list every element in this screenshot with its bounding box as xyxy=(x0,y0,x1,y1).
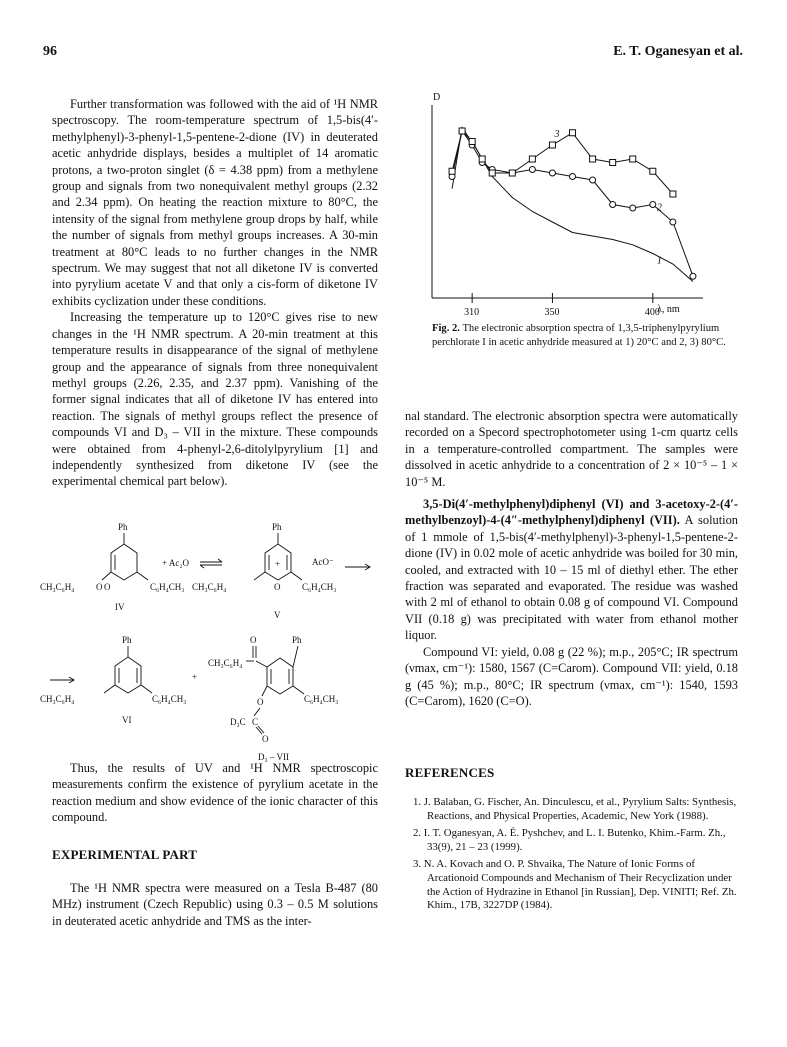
right-column xyxy=(405,408,738,709)
page-number: 96 xyxy=(43,44,57,59)
paragraph-compound-data: Compound VI: yield, 0.08 g (22 %); m.p., 205°C; IR spectrum (νmax, cm⁻¹): 1580, 1567 (C=Carom). Compound VII: yield, 0.18 g (45 %); m.p., 80°C; IR spectrum (νmax, cm⁻¹): 1540, 1593 (C=Carom), 1620 (C=O). xyxy=(405,644,738,708)
curve-label-1: 1 xyxy=(656,255,662,267)
data-point-series-3 xyxy=(489,170,495,176)
data-point-series-3 xyxy=(479,156,485,162)
running-head: E. T. Oganesyan et al. xyxy=(613,44,743,59)
tolyl-r-label-iv: C₆H₄CH₃ xyxy=(150,582,185,592)
o-label-iv-2: O xyxy=(104,582,111,592)
ph-label-vii: Ph xyxy=(292,635,302,645)
compound-vii-structure xyxy=(208,635,338,762)
left-column-experimental xyxy=(52,880,378,929)
tolyl-r-label-vi: C₆H₄CH₃ xyxy=(152,694,187,704)
x-axis-unit: λ, nm xyxy=(657,304,680,315)
label-iv: IV xyxy=(115,602,125,612)
plus-sign: + xyxy=(192,672,198,682)
caption-label: Fig. 2. xyxy=(432,323,460,334)
data-point-series-2 xyxy=(630,205,636,211)
ac2o-label: + Ac₂O xyxy=(162,558,189,568)
label-v: V xyxy=(274,610,281,620)
left-column-top xyxy=(52,96,378,490)
label-vi: VI xyxy=(122,715,132,725)
data-point-series-3 xyxy=(650,168,656,174)
o-label-vii-keto: O xyxy=(250,635,257,645)
o-label-iv-1: O xyxy=(96,582,103,592)
tolyl-label-vii: CH₃C₆H₄ xyxy=(208,658,243,668)
series-group xyxy=(449,128,696,282)
section-title-experimental: EXPERIMENTAL PART xyxy=(52,847,198,862)
reference-item: 3. N. A. Kovach and O. P. Shvaika, The Nature of Ionic Forms of Arcationoid Compounds and Mechanism of Their Recyclization under the Action of Hydrazine in Ethanol [in Russian], Dep. VINITI; Ref. Zh. Khim., 17B, 3227DP (1984). xyxy=(413,858,737,912)
plus-charge-v: + xyxy=(275,559,281,569)
data-point-series-2 xyxy=(529,167,535,173)
data-point-series-2 xyxy=(650,202,656,208)
caption-text: The electronic absorption spectra of 1,3,5-triphenylpyrylium perchlorate I in acetic anhydride measured at 1) 20°C and 2, 3) 80°C. xyxy=(432,323,726,348)
x-ticks xyxy=(464,293,660,318)
data-point-series-3 xyxy=(570,130,576,136)
data-point-series-3 xyxy=(610,160,616,166)
tolyl-r-label-vii: C₆H₄CH₃ xyxy=(304,694,339,704)
data-point-series-2 xyxy=(549,170,555,176)
paragraph-nmr-120c: Increasing the temperature up to 120°C gives rise to new changes in the ¹H NMR spectrum. A 20-min treatment at this temperature results in disappearance of the signal of methylene group and the appearance of signals from three nonequivalent methyl groups (2.26, 2.35, and 2.37 ppm). Vanishing of the former signal indicates that all of diketone IV has entered into reaction. The signals of methyl groups reflect the presence of compounds VI and D₃ – VII in the mixture. These compounds were obtained from 4-phenyl-2,6-ditolylpyrylium [1] and independently synthesized from diketone IV (see the experimental chemical part below). xyxy=(52,310,378,489)
data-point-series-2 xyxy=(590,177,596,183)
data-point-series-3 xyxy=(549,142,555,148)
paragraph-compound xyxy=(405,496,738,644)
compound-title: 3,5-Di(4′-methylphenyl)diphenyl (VI) and 3-acetoxy-2-(4′-methylbenzoyl)-4-(4″-methylphenyl)diphenyl (VII). xyxy=(405,497,738,528)
data-point-series-2 xyxy=(570,174,576,180)
ph-label-vi: Ph xyxy=(122,635,132,645)
data-point-series-3 xyxy=(670,191,676,197)
data-point-series-2 xyxy=(690,273,696,279)
reference-item: 2. I. T. Oganesyan, A. É. Pyshchev, and L. I. Butenko, Khim.-Farm. Zh., 33(9), 21 – 23 (1999). xyxy=(413,827,726,853)
y-axis-label: D xyxy=(433,92,441,103)
figure-caption xyxy=(432,322,744,349)
data-point-series-2 xyxy=(610,202,616,208)
data-point-series-3 xyxy=(509,170,515,176)
data-point-series-3 xyxy=(459,128,465,134)
data-point-series-3 xyxy=(529,156,535,162)
paragraph-nmr-room-temp: Further transformation was followed with the aid of ¹H NMR spectroscopy. The room-temperature spectrum of 1,5-bis(4′-methylphenyl)-3-phenyl-1,5-pentene-2-dione (IV) in deuterated acetic anhydride displays, besides a multiplet of 14 aromatic protons, a two-proton singlet (δ = 4.38 ppm) from a methylene group and signals from two nonequivalent methyl groups (2.32 and 2.34 ppm). On heating the reaction mixture to 80°C, the intensity of the signal from methylene group drops by half, while the number of signals from methyl groups increases. A 30-min treatment at 80°C leads to no further changes in the NMR spectrum. We may suggest that not all diketone IV is converted into pyrylium acetate V and that only a cis-form of diketone IV exhibits cyclization under these conditions. xyxy=(52,97,378,308)
aco-label: AcO⁻ xyxy=(312,557,334,567)
references-title: REFERENCES xyxy=(405,765,495,780)
compound-v-structure xyxy=(192,522,336,620)
tolyl-label-v: CH₃C₆H₄ xyxy=(192,582,227,592)
data-point-series-3 xyxy=(469,139,475,145)
o-label-vii-carbonyl: O xyxy=(262,734,269,744)
c-label: C xyxy=(252,717,259,727)
tolyl-label-vi: CH₃C₆H₄ xyxy=(40,694,75,704)
ph-label-iv: Ph xyxy=(118,522,128,532)
absorption-spectra-chart xyxy=(425,90,745,320)
paragraph-experimental-start: The ¹H NMR spectra were measured on a Tesla B-487 (80 MHz) instrument (Czech Republic) using 0.3 – 0.5 M solutions in deuterated acetic anhydride and TMS as the inter- xyxy=(52,881,378,928)
paragraph-continued: nal standard. The electronic absorption spectra were automatically recorded on a Specord spectrophotometer using 1-cm quartz cells in a temperature-controlled compartment. The samples were dissolved in acetic anhydride to a concentration of 2 × 10⁻⁵ – 1 × 10⁻⁵ M. xyxy=(405,409,738,489)
references-list xyxy=(405,796,738,917)
o-label-vii-ester: O xyxy=(257,697,264,707)
x-tick-label: 310 xyxy=(464,307,480,318)
data-point-series-3 xyxy=(449,168,455,174)
curve-label-3: 3 xyxy=(554,129,560,140)
data-point-series-2 xyxy=(670,219,676,225)
x-tick-label: 350 xyxy=(544,307,560,318)
left-column-bottom xyxy=(52,760,378,826)
x-tick-label: 400 xyxy=(644,307,660,318)
reaction-scheme xyxy=(40,520,385,762)
tolyl-r-label-v: C₆H₄CH₃ xyxy=(302,582,337,592)
ph-label-v: Ph xyxy=(272,522,282,532)
label-vii: D₃ – VII xyxy=(258,752,289,762)
curve-label-2: 2 xyxy=(656,202,662,214)
data-point-series-3 xyxy=(590,156,596,162)
cd3c-label: D₃C xyxy=(230,717,246,727)
paragraph-conclusion: Thus, the results of UV and ¹H NMR spectroscopic measurements confirm the existence of pyrylium acetate in the reaction medium and show evidence of the ionic character of this compound. xyxy=(52,761,378,825)
procedure-text: A solution of 1 mmole of 1,5-bis(4′-methylphenyl)-3-phenyl-1,5-pentene-2-dione (IV) in 0.02 mole of acetic anhydride was boiled for 30 min, cooled, and extracted with 10 – 15 ml of diethyl ether. The ether fraction was separated and evaporated. The residue was washed with 2 ml of ethanol to obtain 0.08 g of compound VI. Compound VII (0.18 g) was precipitated with water from ethanol mother liquor. xyxy=(405,513,738,643)
reference-item: 1. J. Balaban, G. Fischer, An. Dinculescu, et al., Pyrylium Salts: Synthesis, Reactions, and Physical Properties, Academic, New York (1988). xyxy=(413,796,737,822)
tolyl-label-iv: CH₃C₆H₄ xyxy=(40,582,75,592)
o-label-v: O xyxy=(274,582,281,592)
data-point-series-3 xyxy=(630,156,636,162)
